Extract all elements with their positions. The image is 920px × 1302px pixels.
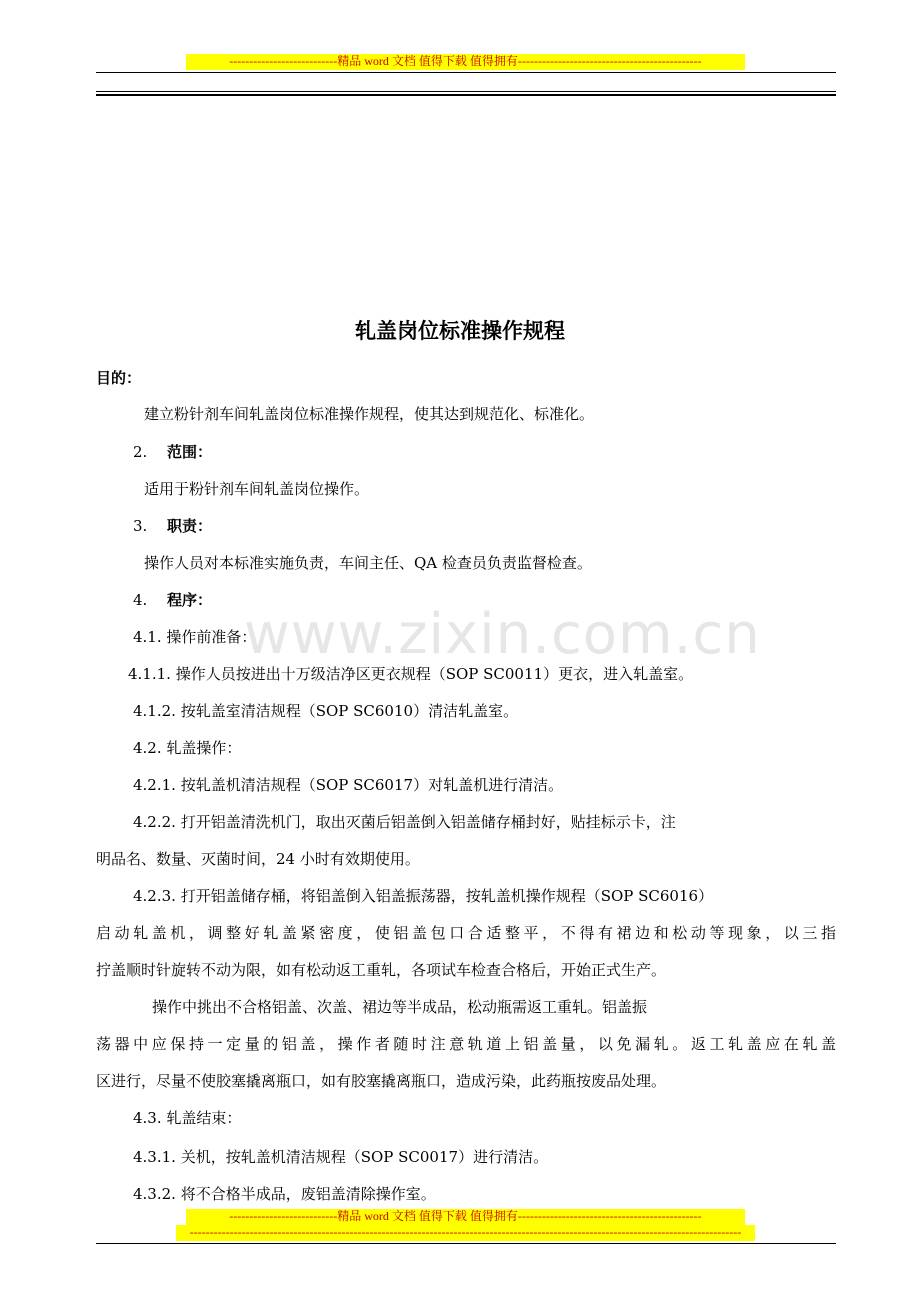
section-4-2-3-line2: 启动轧盖机，调整好轧盖紧密度，使铝盖包口合适整平，不得有裙边和松动等现象，以三指 — [96, 924, 836, 942]
scope-text: 适用于粉针剂车间轧盖岗位操作。 — [144, 480, 370, 498]
header-double-rule-top — [96, 91, 836, 92]
section-4-2-2-line2: 明品名、数量、灭菌时间，24 小时有效期使用。 — [96, 850, 420, 868]
paragraph-line2: 荡器中应保持一定量的铝盖，操作者随时注意轨道上铝盖量，以免漏轧。返工轧盖应在轧盖 — [96, 1035, 836, 1053]
footer-banner-dashes: ------------------------------------------------------------------------------------------------------------------------------------------ — [176, 1225, 755, 1241]
section-4-2-1: 4.2.1. 按轧盖机清洁规程（SOP SC6017）对轧盖机进行清洁。 — [133, 776, 564, 794]
scope-heading: 范围： — [167, 443, 213, 461]
header-rule — [96, 72, 836, 73]
procedure-heading: 程序： — [167, 591, 213, 609]
section-4-1-1: 4.1.1. 操作人员按进出十万级洁净区更衣规程（SOP SC0011）更衣，进入轧盖室。 — [128, 665, 694, 683]
duty-heading: 职责： — [167, 517, 213, 535]
paragraph-line3: 区进行，尽量不使胶塞撬离瓶口，如有胶塞撬离瓶口，造成污染，此药瓶按废品处理。 — [96, 1072, 667, 1090]
footer-rule — [96, 1243, 836, 1244]
section-4-1-2: 4.1.2. 按轧盖室清洁规程（SOP SC6010）清洁轧盖室。 — [133, 702, 519, 720]
header-banner: ---------------------------精品 word 文档 值得下载 值得拥有---------------------------------------------- — [186, 54, 745, 70]
document-title: 轧盖岗位标准操作规程 — [355, 319, 565, 343]
scope-number: 2. — [133, 443, 148, 461]
section-4-2-3-line3: 拧盖顺时针旋转不动为限，如有松动返工重轧，各项试车检查合格后，开始正式生产。 — [96, 961, 667, 979]
procedure-number: 4. — [133, 591, 148, 609]
section-4-3: 4.3. 轧盖结束： — [133, 1109, 242, 1127]
watermark: www.zixin.com.cn — [244, 602, 761, 667]
section-4-3-1: 4.3.1. 关机，按轧盖机清洁规程（SOP SC0017）进行清洁。 — [133, 1148, 549, 1166]
section-4-2: 4.2. 轧盖操作： — [133, 739, 242, 757]
section-4-3-2: 4.3.2. 将不合格半成品，废铝盖清除操作室。 — [133, 1185, 436, 1203]
purpose-text: 建立粉针剂车间轧盖岗位标准操作规程，使其达到规范化、标准化。 — [144, 405, 595, 423]
header-double-rule-bottom — [96, 94, 836, 96]
section-4-2-2-line1: 4.2.2. 打开铝盖清洗机门，取出灭菌后铝盖倒入铝盖储存桶封好，贴挂标示卡，注 — [133, 813, 676, 831]
section-4-1: 4.1. 操作前准备： — [133, 628, 257, 646]
section-4-2-3-line1: 4.2.3. 打开铝盖储存桶，将铝盖倒入铝盖振荡器，按轧盖机操作规程（SOP SC6016） — [133, 887, 714, 905]
paragraph-line1: 操作中挑出不合格铝盖、次盖、裙边等半成品，松动瓶需返工重轧。铝盖振 — [152, 998, 648, 1016]
footer-banner: ---------------------------精品 word 文档 值得下载 值得拥有---------------------------------------------- — [186, 1209, 745, 1225]
purpose-heading: 目的： — [96, 369, 142, 387]
duty-number: 3. — [133, 517, 148, 535]
duty-text: 操作人员对本标准实施负责，车间主任、QA 检查员负责监督检查。 — [144, 554, 592, 572]
